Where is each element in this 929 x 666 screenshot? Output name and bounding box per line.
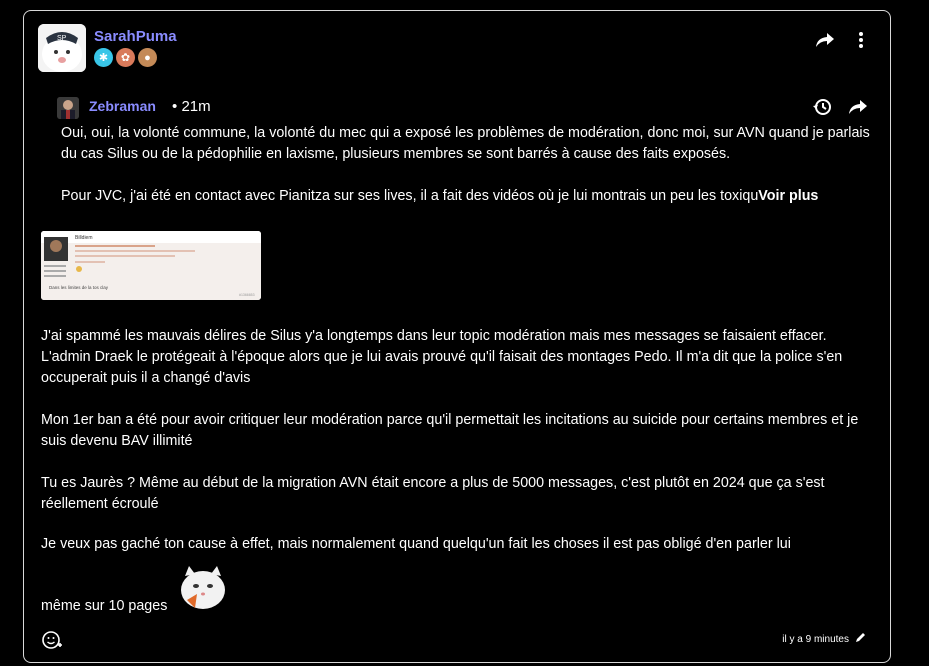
post-actions bbox=[814, 29, 872, 51]
screenshot-thumbnail[interactable] bbox=[41, 231, 261, 300]
post-card bbox=[23, 10, 891, 663]
quote-actions bbox=[811, 96, 869, 118]
post-author-name[interactable]: SarahPuma bbox=[94, 28, 177, 45]
pencil-icon bbox=[855, 632, 866, 646]
cat-sticker-image bbox=[177, 564, 229, 610]
thumb-body: Dans les limites de la tos clay bbox=[49, 285, 109, 290]
flower-badge-icon[interactable]: ✿ bbox=[116, 48, 135, 67]
post-paragraph-1: J'ai spammé les mauvais délires de Silus y'a longtemps dans leur topic modération mais mes messages se faisaient effacer. L'admin Draek le protégeait à l'époque alors que je lui avais prouvé qu'il faisait des montages Pedo. Il m'a dit que la police s'en occuperait puis il a changé d'avis bbox=[41, 328, 843, 386]
edited-timestamp bbox=[782, 632, 866, 646]
user-avatar[interactable] bbox=[38, 24, 86, 72]
quote-author-avatar[interactable] bbox=[57, 97, 79, 119]
share-quote-icon[interactable] bbox=[847, 96, 869, 118]
svg-text:SP: SP bbox=[57, 35, 67, 42]
quote-paragraph-2-text: Pour JVC, j'ai été en contact avec Pianitza sur ses lives, il a fait des vidéos où je lui montrais un peu les toxiqu bbox=[61, 188, 759, 204]
add-reaction-icon[interactable] bbox=[41, 629, 63, 651]
quote-time bbox=[172, 98, 211, 115]
edited-time-text: il y a 9 minutes bbox=[782, 633, 849, 645]
thumb-username: Billdiem bbox=[75, 235, 93, 241]
snowflake-badge-icon[interactable]: ✱ bbox=[94, 48, 113, 67]
share-icon[interactable] bbox=[814, 29, 836, 51]
quote-paragraph-1: Oui, oui, la volonté commune, la volonté du mec qui a exposé les problèmes de modération, donc moi, sur AVN quand je parlais du cas Silus ou de la pédophilie en laxisme, plusieurs membres se sont barrés à cause des faits exposés. bbox=[61, 125, 870, 162]
post-paragraph-2: Mon 1er ban a été pour avoir critiquer leur modération parce qu'il permettait les incitations au suicide pour certains membres et je suis devenu BAV illimité bbox=[41, 412, 859, 449]
more-options-icon[interactable] bbox=[850, 29, 872, 51]
history-icon[interactable] bbox=[811, 96, 833, 118]
post-paragraph-3: Tu es Jaurès ? Même au début de la migration AVN était encore a plus de 5000 messages, c'est plutôt en 2024 que ça s'est réellement écroulé bbox=[41, 475, 825, 512]
read-more-link[interactable]: Voir plus bbox=[758, 188, 819, 204]
quote-paragraph-2 bbox=[61, 186, 871, 207]
quote-author-name[interactable]: Zebraman bbox=[89, 98, 156, 114]
user-badges bbox=[94, 48, 157, 67]
quote-separator: • bbox=[172, 98, 178, 115]
thumb-id: #1366653 bbox=[239, 293, 255, 297]
quote-timestamp: 21m bbox=[181, 98, 211, 115]
post-body bbox=[41, 326, 871, 536]
quote-text bbox=[61, 123, 871, 228]
post-paragraph-4: Je veux pas gaché ton cause à effet, mais normalement quand quelqu'un fait les choses il est pas obligé d'en parler lui bbox=[41, 536, 791, 552]
post-paragraph-5: même sur 10 pages bbox=[41, 598, 168, 614]
dog-badge-icon[interactable]: ● bbox=[138, 48, 157, 67]
